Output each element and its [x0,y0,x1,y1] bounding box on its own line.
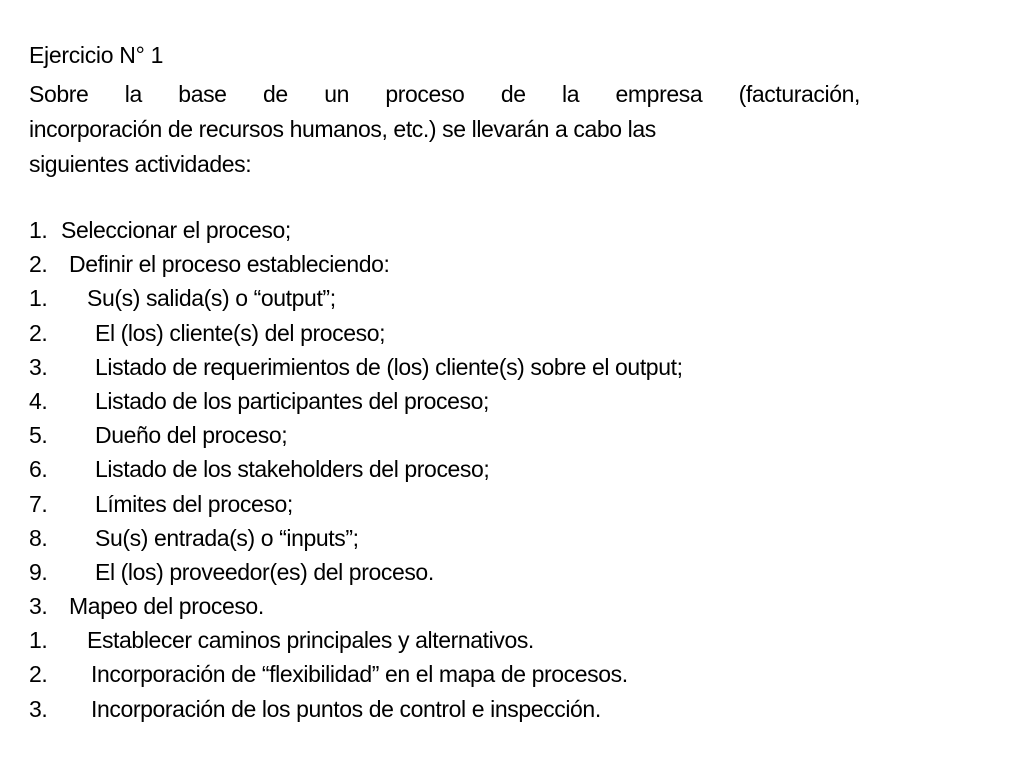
list-item-text: Incorporación de “flexibilidad” en el mapa de procesos. [91,661,628,688]
list-item-text: Listado de los participantes del proceso; [95,387,490,414]
intro-line-2: incorporación de recursos humanos, etc.) se llevarán a cabo las [29,116,656,142]
list-item-number: 5. [29,422,48,449]
intro-line-3: siguientes actividades: [29,151,252,177]
list-item-text: Seleccionar el proceso; [61,217,291,243]
list-item-number: 3. [29,353,48,380]
list-item-number: 2. [29,319,48,346]
list-item-text: El (los) cliente(s) del proceso; [95,319,386,346]
intro-paragraph [29,77,860,182]
list-item-text: Listado de requerimientos de (los) cliente(s) sobre el output; [95,353,683,380]
list-item-text: Incorporación de los puntos de control e inspección. [91,695,601,722]
list-item-number: 9. [29,558,48,585]
list-item-text: El (los) proveedor(es) del proceso. [95,558,434,585]
list-item-number: 2. [29,661,48,688]
list-item-text: Su(s) entrada(s) o “inputs”; [95,524,359,551]
list-item-text: Definir el proceso estableciendo: [69,251,390,278]
list-item-number: 1. [29,627,48,654]
list-item-text: Mapeo del proceso. [69,593,264,620]
list-item-number: 8. [29,524,48,551]
list-item-number: 6. [29,456,48,483]
list-item-number: 3. [29,695,48,722]
intro-line-1: Sobre la base de un proceso de la empresa (facturación, [29,81,860,107]
list-item-number: 3. [29,593,48,620]
list-item-number: 7. [29,490,48,517]
exercise-title: Ejercicio N° 1 [29,42,164,68]
list-item-number: 1. [29,217,48,243]
list-item-text: Límites del proceso; [95,490,293,517]
list-item-text: Establecer caminos principales y alternativos. [87,627,534,654]
list-item-text: Su(s) salida(s) o “output”; [87,285,336,312]
list-item-text: Listado de los stakeholders del proceso; [95,456,490,483]
list-item-number: 1. [29,285,48,312]
list-item-number: 4. [29,387,48,414]
list-item-text: Dueño del proceso; [95,422,288,449]
list-item-number: 2. [29,251,48,278]
